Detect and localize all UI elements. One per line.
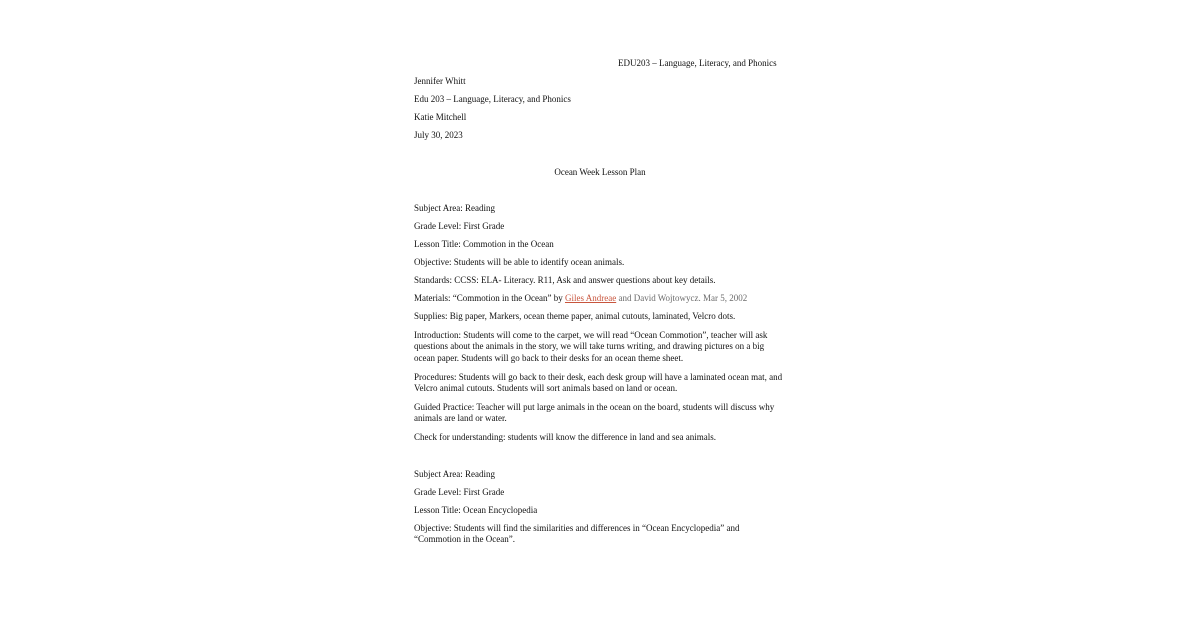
lesson1-check-for-understanding: Check for understanding: students will know the difference in land and sea animals. [414, 432, 717, 442]
lesson1-grade-level: Grade Level: First Grade [414, 221, 505, 231]
lesson2-grade-level: Grade Level: First Grade [414, 487, 505, 497]
document-date: July 30, 2023 [414, 130, 463, 140]
lesson1-standards: Standards: CCSS: ELA- Literacy. R11, Ask and answer questions about key details. [414, 275, 716, 285]
lesson1-procedures: Procedures: Students will go back to their desk, each desk group will have a laminated ocean mat, and Velcro animal cutouts. Students will sort animals based on land or ocean. [414, 372, 783, 394]
lesson2-lesson-title: Lesson Title: Ocean Encyclopedia [414, 505, 538, 515]
lesson1-guided-practice: Guided Practice: Teacher will put large animals in the ocean on the board, students will discuss why animals are land or water. [414, 402, 775, 424]
lesson1-materials [414, 293, 747, 304]
lesson1-supplies: Supplies: Big paper, Markers, ocean theme paper, animal cutouts, laminated, Velcro dots. [414, 311, 736, 321]
lesson1-subject-area: Subject Area: Reading [414, 203, 495, 213]
lesson1-objective: Objective: Students will be able to identify ocean animals. [414, 257, 625, 267]
document-title: Ocean Week Lesson Plan [554, 167, 646, 177]
lesson2-objective: Objective: Students will find the similarities and differences in “Ocean Encyclopedia” and “Commotion in the Ocean”. [414, 523, 740, 545]
running-head: EDU203 – Language, Literacy, and Phonics [618, 58, 777, 68]
lesson2-subject-area: Subject Area: Reading [414, 469, 495, 479]
materials-prefix: Materials: “Commotion in the Ocean” by [414, 293, 565, 303]
materials-suffix: and David Wojtowycz. Mar 5, 2002 [616, 293, 748, 303]
lesson1-lesson-title: Lesson Title: Commotion in the Ocean [414, 239, 554, 249]
instructor-name: Katie Mitchell [414, 112, 467, 122]
student-name: Jennifer Whitt [414, 76, 466, 86]
author-link[interactable]: Giles Andreae [564, 293, 617, 303]
lesson1-introduction: Introduction: Students will come to the carpet, we will read “Ocean Commotion”, teacher will ask questions about the animals in the story, we will take turns writing, and drawing pictures on a big ocean paper. Students will go back to their desks for an ocean theme sheet. [414, 330, 768, 363]
course-name: Edu 203 – Language, Literacy, and Phonics [414, 94, 571, 104]
